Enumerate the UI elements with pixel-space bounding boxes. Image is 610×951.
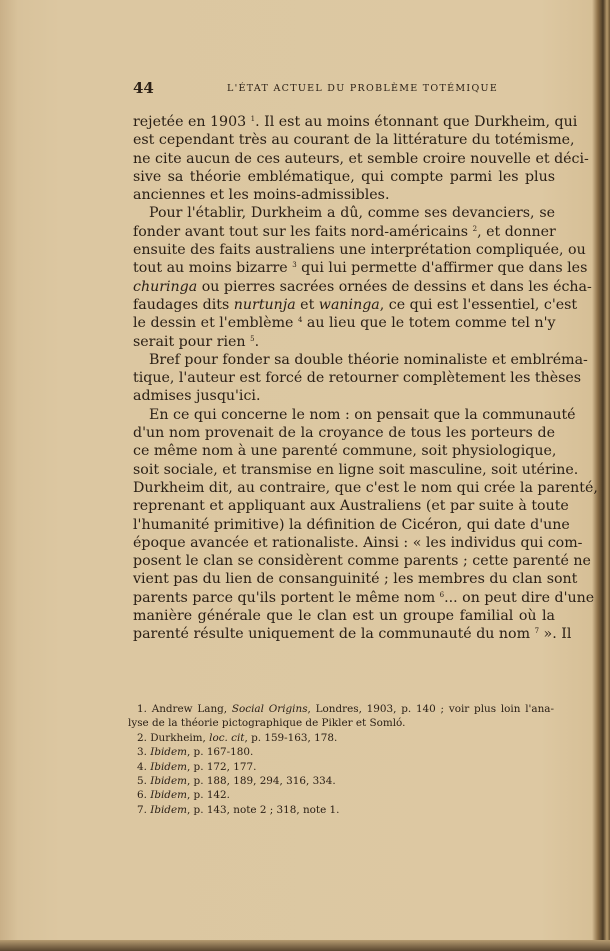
text-line (133, 150, 589, 168)
text-run: , Londres, 1903, p. 140 ; voir plus loin l'ana- (307, 703, 554, 715)
text-line (133, 186, 555, 204)
footnote-reference: 3 (292, 261, 297, 270)
footnote (128, 788, 554, 802)
text-line (133, 589, 595, 607)
text-run: 5. (137, 774, 151, 787)
text-run: , et donner (477, 223, 556, 240)
text-run: lyse de la théorie pictographique de Pikler et Somló. (128, 717, 406, 730)
text-line (133, 314, 555, 332)
footnote-reference: 7 (534, 627, 540, 636)
text-run: reprenant et appliquant aux Australiens (et par suite à toute (133, 498, 569, 515)
text-run: , p. 159-163, 178. (244, 731, 338, 744)
text-run: ». Il (539, 626, 572, 643)
footnote-reference: 6 (439, 590, 445, 599)
text-run: faudages dits (133, 296, 234, 313)
text-run: , p. 167-180. (186, 746, 254, 759)
text-run: , ce qui est l'essentiel, c'est (379, 296, 578, 313)
text-run: l'humanité primitive) la définition de Cicéron, qui date d'une (133, 516, 570, 533)
page-header (133, 79, 555, 97)
text-run: posent le clan se considèrent comme parents ; cette parenté ne (133, 553, 591, 570)
text-run: ensuite des faits australiens une interprétation compliquée, ou (133, 242, 586, 259)
text-run: 4. (137, 760, 151, 773)
text-run: 1. Andrew Lang, (137, 703, 232, 715)
text-run: , p. 143, note 2 ; 318, note 1. (186, 803, 340, 816)
text-line (133, 552, 591, 570)
text-line (133, 131, 575, 149)
text-run: , p. 142. (186, 789, 230, 802)
text-line (133, 534, 583, 552)
text-line (133, 461, 579, 479)
text-run: sive sa théorie emblématique, qui compte parmi les plus (133, 168, 555, 185)
text-run: anciennes et les moins-admissibles. (133, 187, 390, 204)
text-run: soit sociale, et transmise en ligne soit masculine, soit utérine. (133, 461, 579, 478)
footnote (128, 716, 554, 730)
text-run: ne cite aucun de ces auteurs, et semble croire nouvelle et déci- (133, 150, 589, 167)
text-line (133, 369, 582, 387)
page-edge-bottom (0, 940, 610, 951)
text-run: Pour l'établir, Durkheim a dû, comme ses devanciers, se (149, 205, 555, 222)
text-line (133, 296, 578, 314)
italic-text: waninga (318, 296, 380, 313)
text-line (133, 424, 555, 442)
text-line (133, 278, 592, 296)
text-run: . Il est au moins étonnant que Durkheim, qui (255, 114, 578, 130)
text-line (133, 168, 555, 186)
footnote (128, 745, 554, 759)
text-line (133, 333, 555, 351)
text-run: au lieu que le totem comme tel n'y (302, 315, 556, 332)
text-run: . (254, 333, 260, 350)
text-run: tique, l'auteur est forcé de retourner complètement les thèses (133, 370, 582, 387)
text-run: est cependant très au courant de la littérature du totémisme, (133, 132, 575, 149)
text-run: admises jusqu'ici. (133, 388, 261, 405)
italic-text: Ibidem (150, 760, 187, 773)
text-run: tout au moins bizarre (133, 260, 293, 277)
text-run: ou pierres sacrées ornées de dessins et dans les écha- (197, 278, 592, 295)
body-text (133, 113, 598, 644)
text-line (133, 351, 588, 369)
text-line (133, 625, 572, 643)
footnote (128, 760, 554, 774)
text-run: 6. (137, 789, 151, 802)
text-run: 7. (137, 803, 151, 816)
italic-text: Ibidem (150, 803, 187, 816)
footnote (128, 731, 554, 745)
text-line (133, 387, 555, 405)
text-run: ce même nom à une parenté commune, soit physiologique, (133, 443, 557, 460)
text-line (133, 204, 555, 222)
text-run: ... on peut dire d'une (444, 589, 595, 606)
text-run: serait pour rien (133, 333, 251, 350)
text-run: fonder avant tout sur les faits nord-américains (133, 223, 473, 240)
footnote (128, 702, 554, 716)
text-line (133, 406, 576, 424)
text-run: 2. Durkheim, (137, 731, 210, 744)
footnote-reference: 1 (250, 115, 256, 123)
text-run: , p. 188, 189, 294, 316, 334. (186, 774, 336, 787)
footnote-reference: 2 (472, 224, 478, 233)
running-title: L'ÉTAT ACTUEL DU PROBLÈME TOTÉMIQUE (227, 83, 499, 94)
text-run: , p. 172, 177. (186, 760, 257, 773)
text-line (133, 223, 555, 241)
text-run: époque avancée et rationaliste. Ainsi : « les individus qui com- (133, 534, 583, 551)
text-line (133, 241, 586, 259)
italic-text: loc. cit (209, 731, 245, 744)
text-line (133, 113, 578, 131)
page-number: 44 (133, 79, 154, 97)
footnote-reference: 5 (250, 334, 255, 343)
text-run: Bref pour fonder sa double théorie nominaliste et emblréma- (149, 351, 588, 368)
italic-text: Ibidem (150, 774, 187, 787)
text-run: d'un nom provenait de la croyance de tous les porteurs de (133, 425, 555, 442)
text-line (133, 259, 588, 277)
italic-text: Social Origins (231, 703, 308, 715)
footnote-reference: 4 (297, 316, 303, 325)
text-run: rejetée en 1903 (133, 114, 251, 130)
text-run: et (295, 296, 319, 313)
footnote (128, 803, 554, 817)
text-run: le dessin et l'emblème (133, 315, 298, 332)
text-line (133, 516, 570, 534)
text-line (133, 607, 555, 625)
text-run: parenté résulte uniquement de la communauté du nom (133, 626, 535, 643)
text-line (133, 570, 578, 588)
text-run: manière générale que le clan est un groupe familial où la (133, 608, 555, 625)
text-run: qui lui permette d'affirmer que dans les (296, 260, 588, 277)
text-run: 3. (137, 746, 151, 759)
text-line (133, 479, 598, 497)
italic-text: churinga (133, 278, 198, 295)
footnote (128, 774, 554, 788)
text-run: vient pas du lien de consanguinité ; les membres du clan sont (133, 571, 578, 588)
text-line (133, 497, 569, 515)
italic-text: nurtunja (233, 296, 296, 313)
text-run: parents parce qu'ils portent le même nom (133, 589, 440, 606)
text-run: En ce qui concerne le nom : on pensait que la communauté (149, 406, 576, 423)
italic-text: Ibidem (150, 746, 187, 759)
italic-text: Ibidem (150, 789, 187, 802)
text-line (133, 442, 555, 460)
text-run: Durkheim dit, au contraire, que c'est le nom qui crée la parenté, (133, 479, 598, 496)
footnotes (128, 702, 554, 817)
